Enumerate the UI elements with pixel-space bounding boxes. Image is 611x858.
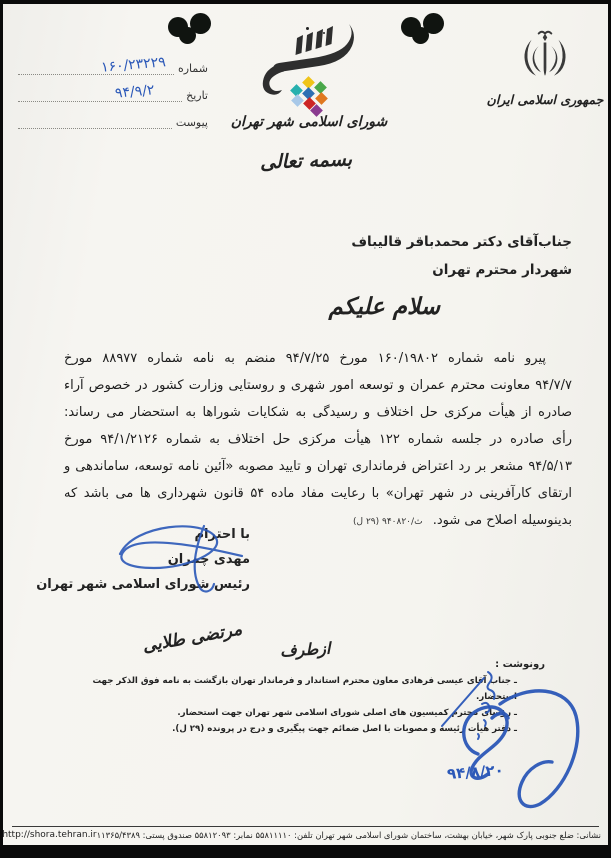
letter-body <box>64 345 572 536</box>
behalf-signatory-name: مرتضی طلایی <box>141 619 244 657</box>
signature-respect: با احترام <box>194 527 250 542</box>
meta-row-attachment <box>18 102 208 129</box>
date-label: تاریخ <box>186 89 208 102</box>
signature-name: مهدی چمران <box>167 552 250 567</box>
footer-url: http://shora.tehran.ir <box>2 830 97 840</box>
scan-edge-left <box>0 0 3 858</box>
salutation-calligraphy: سلام علیکم <box>328 294 440 320</box>
attachment-dotted-line <box>18 101 172 129</box>
recipient-title: شهردار محترم تهران <box>432 262 572 278</box>
bottom-signature-scribble <box>448 682 596 812</box>
body-line: پیرو نامه شماره ۱۶۰/۱۹۸۰۲ مورخ ۹۴/۷/۲۵ منضم به نامه شماره ۸۸۹۷۷ مورخ <box>64 351 546 366</box>
body-line: ارتقای کارآفرینی در شهر تهران» با رعایت مفاد ماده ۵۴ قانون شهرداری ها می باشد که <box>64 486 572 501</box>
copy-item: ـ جناب آقای عیسی فرهادی معاون محترم استاندار و فرماندار تهران بازگشت به نامه فوق الذکر جهت استحضار. <box>92 676 517 702</box>
iran-emblem-block <box>486 28 604 107</box>
body-line: صادره از هیأت مرکزی حل اختلاف و رسیدگی به شکایات شوراها به استحضار می رساند: <box>64 405 572 420</box>
body-line: رأی صادره در جلسه شماره ۱۲۲ هیأت مرکزی حل اختلاف به شماره ۹۴/۱/۲۱۲۶ مورخ <box>64 432 572 447</box>
republic-name: جمهوری اسلامی ایران <box>486 92 604 107</box>
copy-item: ـ رؤسای محترم کمیسیون های اصلی شورای اسلامی شهر تهران جهت استحضار. <box>177 708 517 718</box>
body-line: ۹۴/۵/۱۳ مشعر بر رد اعتراض فرمانداری تهران و تایید مصوبه «آئین نامه توسعه، ساماندهی و <box>64 459 572 474</box>
council-logo <box>225 22 393 140</box>
copy-item: ـ دفتر هیأت رئیسه و مصوبات با اصل ضمائم جهت پیگیری و درج در پرونده (۲۹ ل). <box>172 724 517 734</box>
punch-hole-mark-right <box>401 13 447 47</box>
handwritten-date: ۹۴/۸/۲۰ <box>446 761 505 783</box>
recipient-block <box>351 228 572 284</box>
reference-note: ث/۹۴۰۸۲۰ (۲۹ ل) <box>353 517 423 527</box>
footer <box>2 830 601 840</box>
council-name: شورای اسلامی شهر تهران <box>230 114 388 130</box>
attachment-label: پیوست <box>175 116 208 129</box>
number-handwritten-value: ۱۶۰/۲۳۲۲۹ <box>100 54 167 76</box>
copies-label: رونوشت : <box>495 659 545 670</box>
council-logo-diamonds-icon <box>285 78 333 116</box>
number-label: شماره <box>177 62 208 75</box>
body-closing-text: بدینوسیله اصلاح می شود. <box>432 513 572 528</box>
letter-meta-fields <box>18 48 208 129</box>
allah-emblem-icon <box>518 28 572 84</box>
number-dotted-line <box>18 47 174 75</box>
recipient-name: جناب‌آقای دکتر محمدباقر قالیباف <box>351 234 572 250</box>
meta-row-number <box>18 48 208 75</box>
body-paragraph <box>64 345 572 507</box>
signature-title: رئیس شورای اسلامی شهر تهران <box>36 577 250 592</box>
scan-edge-top <box>0 0 611 4</box>
scan-edge-bottom <box>0 845 611 858</box>
footer-divider <box>12 826 599 827</box>
on-behalf-label: ازطرف <box>279 638 331 661</box>
meta-row-date <box>18 75 208 102</box>
chamran-signature-scribble <box>92 516 262 611</box>
date-handwritten-value: ۹۴/۹/۲ <box>113 82 155 102</box>
body-line: ۹۴/۷/۷ معاونت محترم عمران و توسعه امور شهری و روستایی وزارت کشور در خصوص آراء <box>64 378 572 393</box>
besmele-calligraphy: بسمه تعالی <box>259 148 353 174</box>
punch-hole-mark-left <box>168 13 214 47</box>
footer-address: نشانی: ضلع جنوبی پارک شهر، خیابان بهشت، ساختمان شورای اسلامی شهر تهران تلفن: ۵۵۸۱۱۱۱۰ نمابر: ۵۵۸۱۲۰۹۳ صندوق پستی: ۱۱۳۶۵/۴۳۸۹ <box>96 830 601 840</box>
date-dotted-line <box>18 74 182 102</box>
